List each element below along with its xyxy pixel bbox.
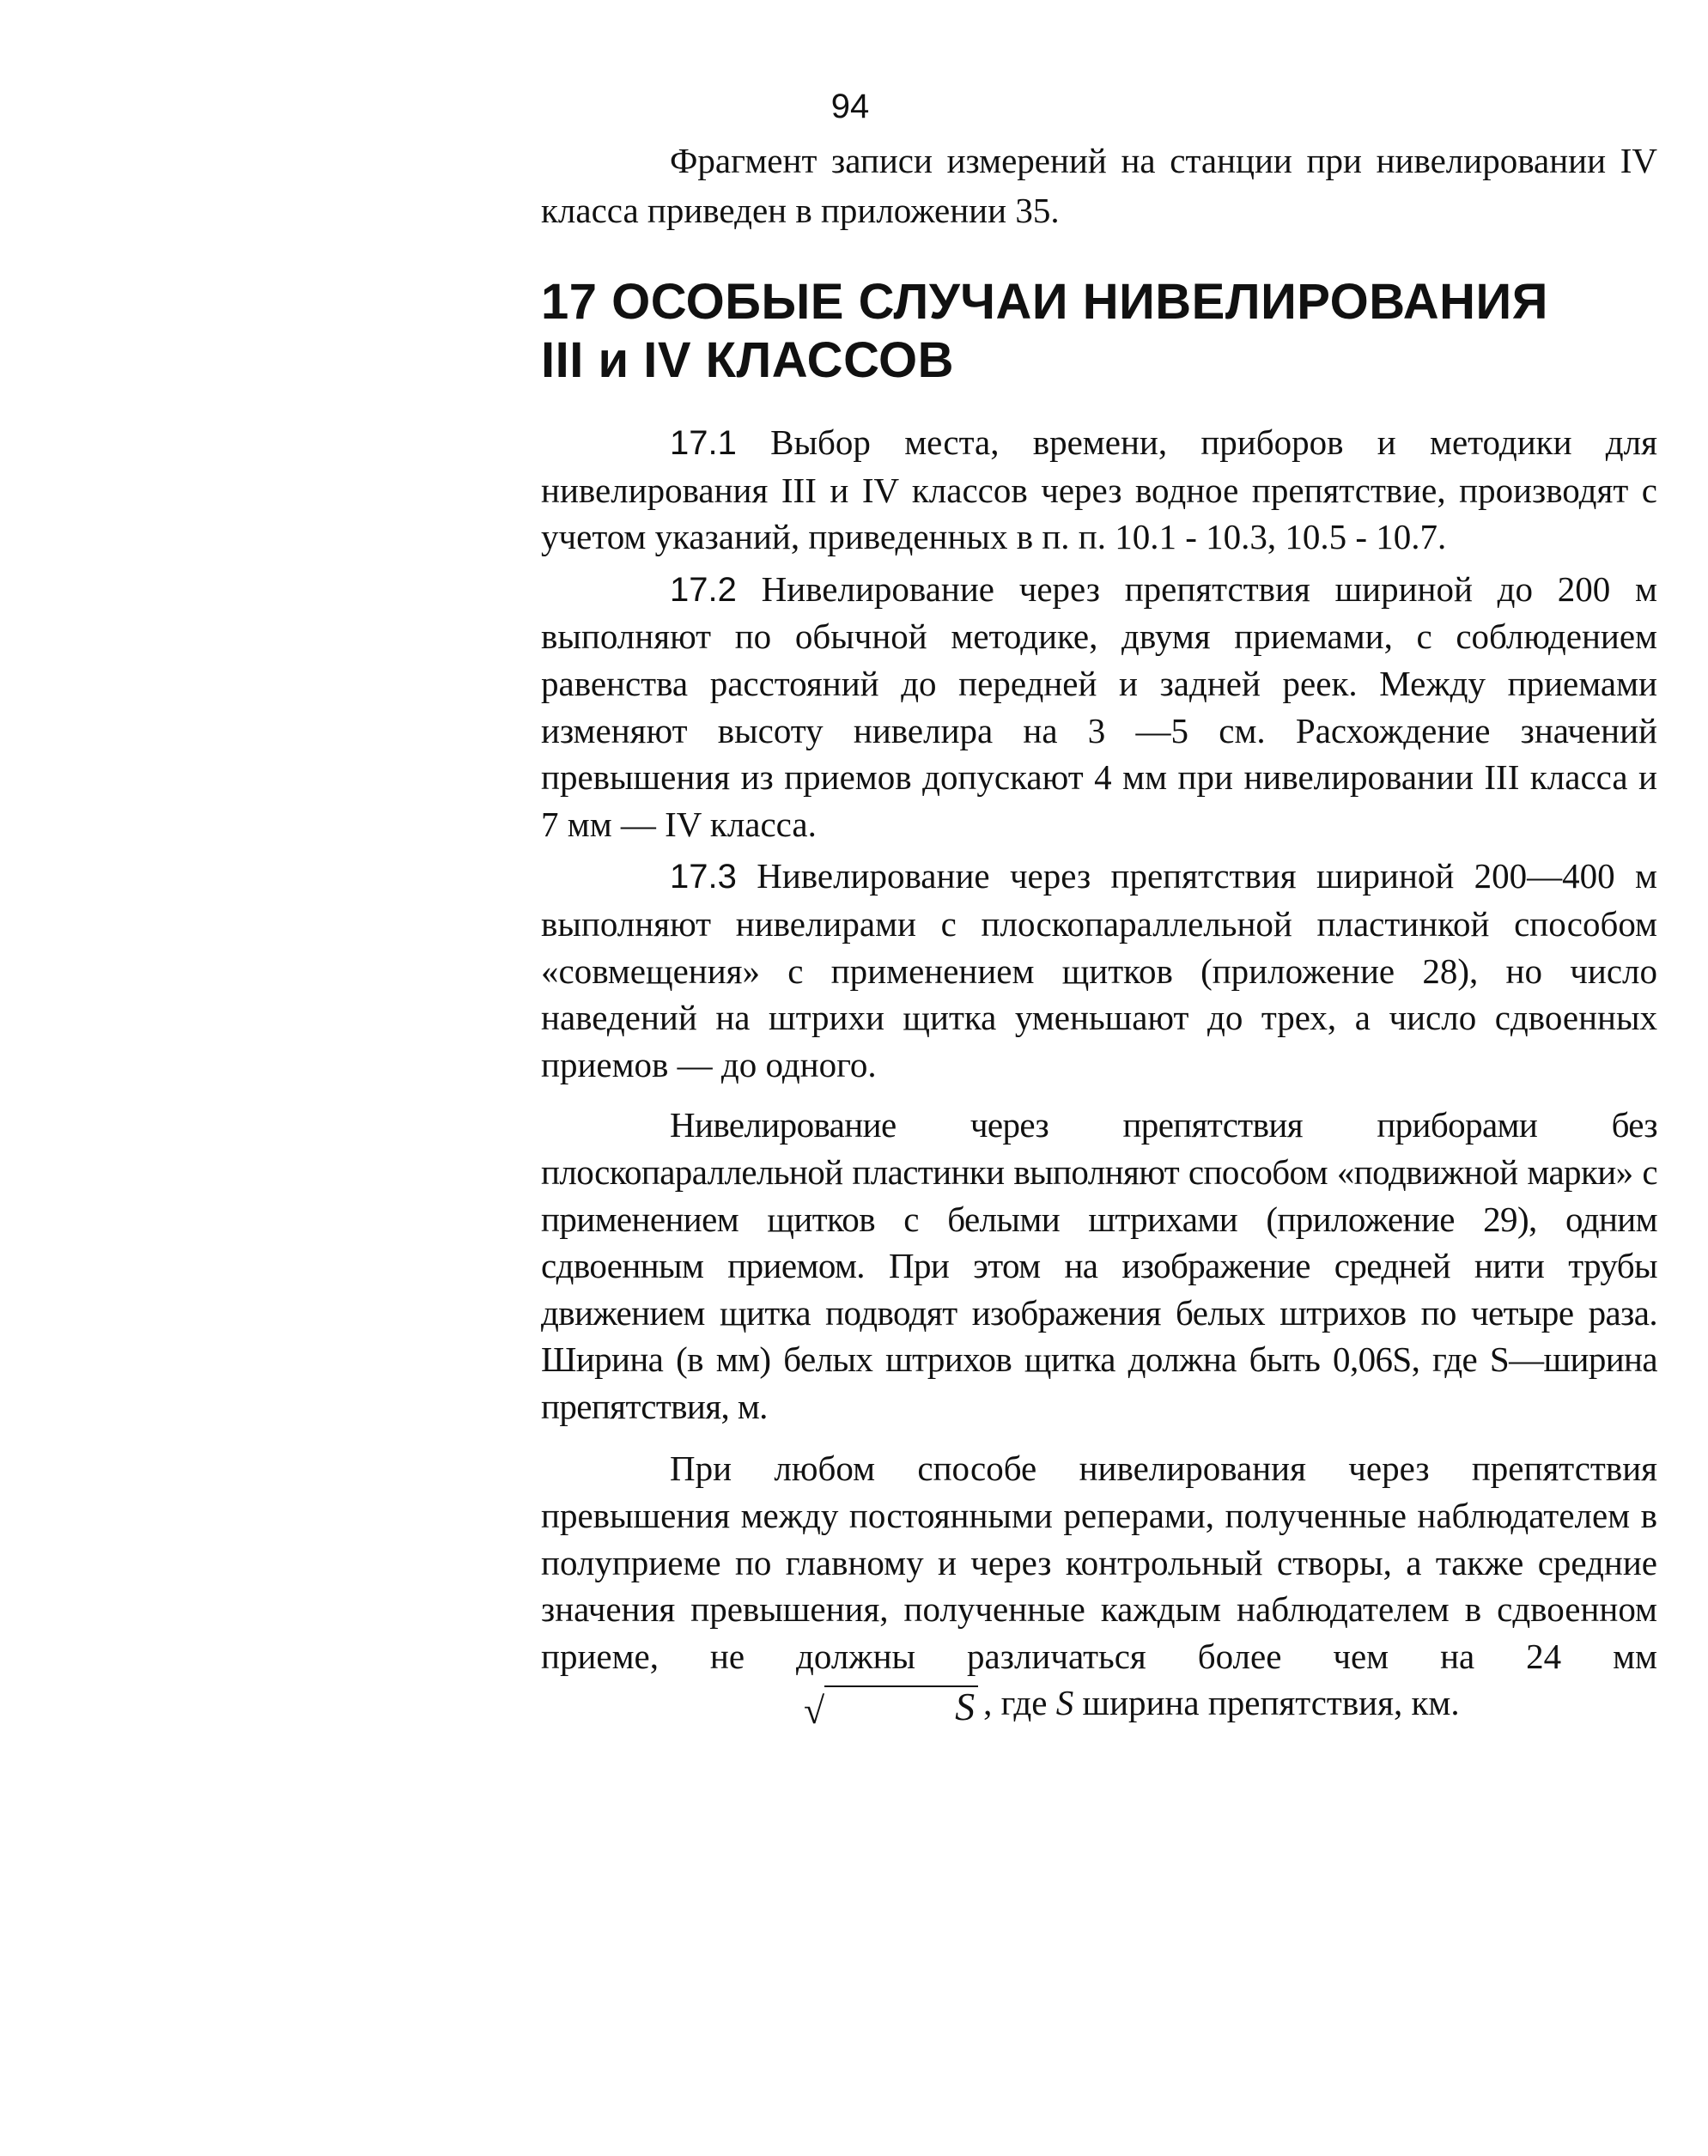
section-heading-line-1: 17 ОСОБЫЕ СЛУЧАИ НИВЕЛИРОВАНИЯ: [541, 274, 1548, 330]
section-heading: [541, 273, 1657, 390]
paragraph-17-1: [541, 419, 1657, 561]
clause-number: 17.3: [670, 858, 737, 896]
paragraph-text: Нивелирование через препятствия шириной 200—400 м выполняют нивелирами с плоскопараллельной пластинкой способом «совмещения» с применением щитков (приложение 28), но число наведений на штрихи щитка уменьшают до трех, а число сдвоенных приемов — до одного.: [541, 856, 1657, 1084]
variable-s: S: [1055, 1683, 1074, 1723]
intro-paragraph: Фрагмент записи измерений на станции при нивелировании IV класса приведен в приложении 35.: [541, 141, 1657, 230]
paragraph-17-3: [541, 853, 1657, 1088]
paragraph-17-2: [541, 566, 1657, 848]
paragraph-moving-mark: Нивелирование через препятствия приборами без плоскопараллельной пластинки выполняют способом «подвижной марки» с применением щитков с белыми штрихами (приложение 29), одним сдвоенным приемом. При этом на изображение средней нити трубы движением щитка подводят изображения белых штрихов по четыре раза. Ширина (в мм) белых штрихов щитка должна быть 0,06S, где S—ширина препятствия, м.: [541, 1105, 1657, 1426]
paragraph-text: Выбор места, времени, приборов и методики для нивелирования III и IV классов через водное препятствие, производят с учетом указаний, приведенных в п. п. 10.1 - 10.3, 10.5 - 10.7.: [541, 422, 1657, 557]
sqrt-formula: [546, 1685, 978, 1732]
section-heading-line-2: III и IV КЛАССОВ: [541, 332, 955, 388]
clause-number: 17.2: [670, 570, 737, 609]
sqrt-sign: √: [804, 1690, 825, 1733]
paragraph-tolerance: [541, 1445, 1657, 1732]
paragraph-text: Нивелирование через препятствия шириной до 200 м выполняют по обычной методике, двумя приемами, с соблюдением равенства расстояний до передней и задней реек. Между приемами изменяют высоту нивелира на 3 —5 см. Расхождение значений превышения из приемов допускают 4 мм при нивелировании III класса и 7 мм — IV класса.: [541, 568, 1657, 844]
clause-number: 17.1: [670, 424, 737, 462]
section-body: [541, 419, 1657, 1737]
paragraph-text: При любом способе нивелирования через препятствия превышения между постоянными реперами, полученные наблюдателем в полуприеме по главному и через контрольный створы, а также средние значения превышения, полученные каждым наблюдателем в сдвоенном приеме, не должны различаться более чем на 24 мм: [541, 1448, 1657, 1676]
sqrt-argument: S: [824, 1685, 978, 1727]
page-number: 94: [830, 88, 870, 125]
paragraph-text-end: ширина препятствия, км.: [1073, 1683, 1460, 1723]
paragraph-text-after-formula: , где: [983, 1683, 1048, 1723]
